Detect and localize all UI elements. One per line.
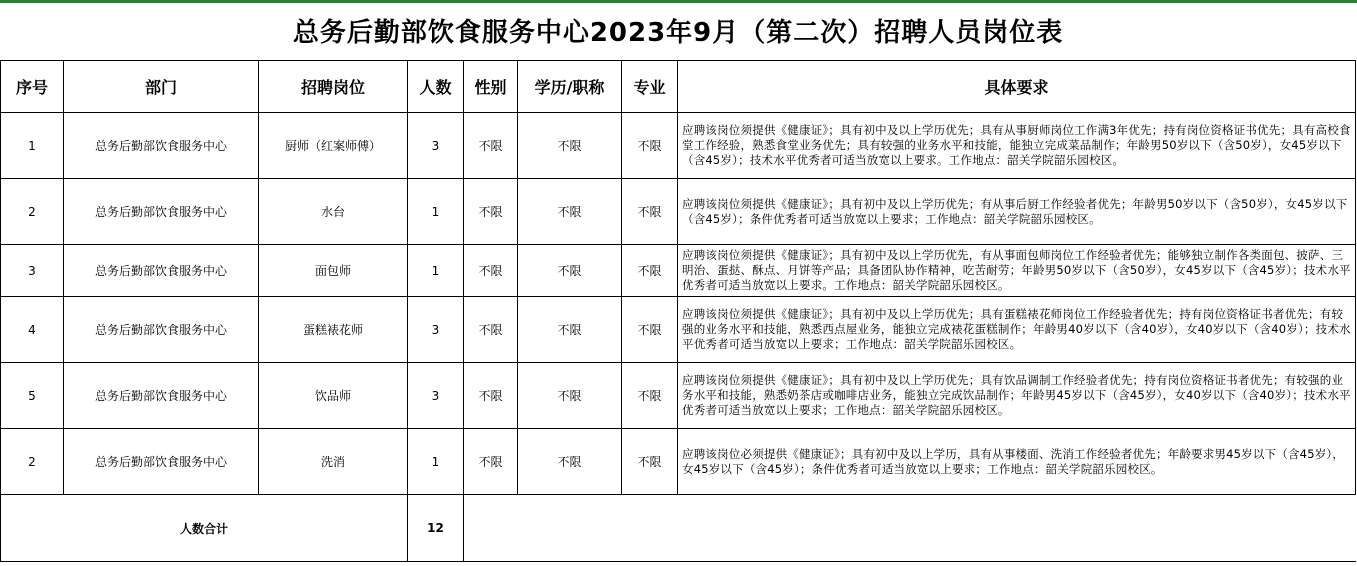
cell-dept: 总务后勤部饮食服务中心 bbox=[64, 429, 259, 495]
cell-seq: 2 bbox=[1, 429, 64, 495]
cell-requirements: 应聘该岗位须提供《健康证》；具有初中及以上学历优先；具有饮品调制工作经验者优先；持有岗位资格证书者优先；有较强的业务水平和技能，熟悉奶茶店或咖啡店业务，能独立完成饮品制作；年龄男45岁以下（含45岁），女40岁以下（含40岁）；技术水平优秀者可适当放宽以上要求；工作地点：韶关学院韶乐园校区。 bbox=[678, 363, 1356, 429]
cell-count: 3 bbox=[408, 113, 464, 179]
cell-major: 不限 bbox=[622, 113, 678, 179]
header-gender: 性别 bbox=[464, 61, 518, 113]
cell-gender: 不限 bbox=[464, 297, 518, 363]
summary-total: 12 bbox=[408, 495, 464, 562]
cell-position: 面包师 bbox=[259, 245, 408, 297]
cell-position: 蛋糕裱花师 bbox=[259, 297, 408, 363]
table-row bbox=[1, 179, 1356, 245]
cell-gender: 不限 bbox=[464, 245, 518, 297]
header-position: 招聘岗位 bbox=[259, 61, 408, 113]
cell-gender: 不限 bbox=[464, 363, 518, 429]
table-row bbox=[1, 363, 1356, 429]
cell-position: 水台 bbox=[259, 179, 408, 245]
table-row bbox=[1, 429, 1356, 495]
cell-seq: 2 bbox=[1, 179, 64, 245]
cell-requirements: 应聘该岗位须提供《健康证》；具有初中及以上学历优先；具有蛋糕裱花师岗位工作经验者优先；持有岗位资格证书者优先；有较强的业务水平和技能，熟悉西点屋业务，能独立完成裱花蛋糕制作；年龄男40岁以下（含40岁），女40岁以下（含40岁）；技术水平优秀者可适当放宽以上要求；工作地点：韶关学院韶乐园校区。 bbox=[678, 297, 1356, 363]
cell-requirements: 应聘该岗位须提供《健康证》；具有初中及以上学历优先；有从事后厨工作经验者优先；年龄男50岁以下（含50岁），女45岁以下（含45岁）；条件优秀者可适当放宽以上要求；工作地点：韶关学院韶乐园校区。 bbox=[678, 179, 1356, 245]
cell-position: 厨师（红案师傅） bbox=[259, 113, 408, 179]
cell-position: 洗消 bbox=[259, 429, 408, 495]
cell-seq: 3 bbox=[1, 245, 64, 297]
cell-education: 不限 bbox=[518, 245, 622, 297]
header-education: 学历/职称 bbox=[518, 61, 622, 113]
header-dept: 部门 bbox=[64, 61, 259, 113]
cell-education: 不限 bbox=[518, 363, 622, 429]
cell-requirements: 应聘该岗位必须提供《健康证》；具有初中及以上学历，具有从事楼面、洗消工作经验者优先；年龄要求男45岁以下（含45岁），女45岁以下（含45岁）；条件优秀者可适当放宽以上要求；工作地点：韶关学院韶乐园校区。 bbox=[678, 429, 1356, 495]
cell-education: 不限 bbox=[518, 113, 622, 179]
summary-label: 人数合计 bbox=[1, 495, 408, 562]
summary-row bbox=[1, 495, 1356, 562]
cell-gender: 不限 bbox=[464, 429, 518, 495]
cell-gender: 不限 bbox=[464, 113, 518, 179]
cell-dept: 总务后勤部饮食服务中心 bbox=[64, 245, 259, 297]
cell-requirements: 应聘该岗位须提供《健康证》；具有初中及以上学历优先；具有从事厨师岗位工作满3年优先；持有岗位资格证书优先；具有高校食堂工作经验，熟悉食堂业务优先；具有较强的业务水平和技能，能独立完成菜品制作；年龄男50岁以下（含50岁），女45岁以下（含45岁）；技术水平优秀者可适当放宽以上要求。工作地点：韶关学院韶乐园校区。 bbox=[678, 113, 1356, 179]
cell-major: 不限 bbox=[622, 429, 678, 495]
cell-major: 不限 bbox=[622, 179, 678, 245]
page-title: 总务后勤部饮食服务中心2023年9月（第二次）招聘人员岗位表 bbox=[1, 0, 1356, 61]
header-major: 专业 bbox=[622, 61, 678, 113]
cell-requirements: 应聘该岗位须提供《健康证》；具有初中及以上学历优先，有从事面包师岗位工作经验者优先；能够独立制作各类面包、披萨、三明治、蛋挞、酥点、月饼等产品；具备团队协作精神，吃苦耐劳；年龄男50岁以下（含50岁），女45岁以下（含45岁）；技术水平优秀者可适当放宽以上要求。工作地点：韶关学院韶乐园校区。 bbox=[678, 245, 1356, 297]
header-count: 人数 bbox=[408, 61, 464, 113]
cell-dept: 总务后勤部饮食服务中心 bbox=[64, 179, 259, 245]
cell-seq: 4 bbox=[1, 297, 64, 363]
cell-count: 3 bbox=[408, 297, 464, 363]
table-row bbox=[1, 113, 1356, 179]
cell-seq: 5 bbox=[1, 363, 64, 429]
summary-blank bbox=[464, 495, 1356, 562]
header-requirements: 具体要求 bbox=[678, 61, 1356, 113]
table-row bbox=[1, 245, 1356, 297]
cell-dept: 总务后勤部饮食服务中心 bbox=[64, 297, 259, 363]
cell-seq: 1 bbox=[1, 113, 64, 179]
header-seq: 序号 bbox=[1, 61, 64, 113]
cell-dept: 总务后勤部饮食服务中心 bbox=[64, 363, 259, 429]
cell-gender: 不限 bbox=[464, 179, 518, 245]
table-row bbox=[1, 297, 1356, 363]
cell-count: 1 bbox=[408, 179, 464, 245]
cell-position: 饮品师 bbox=[259, 363, 408, 429]
cell-count: 1 bbox=[408, 429, 464, 495]
cell-count: 3 bbox=[408, 363, 464, 429]
cell-education: 不限 bbox=[518, 297, 622, 363]
cell-count: 1 bbox=[408, 245, 464, 297]
header-row bbox=[1, 61, 1356, 113]
cell-education: 不限 bbox=[518, 179, 622, 245]
cell-education: 不限 bbox=[518, 429, 622, 495]
cell-major: 不限 bbox=[622, 363, 678, 429]
cell-major: 不限 bbox=[622, 245, 678, 297]
cell-dept: 总务后勤部饮食服务中心 bbox=[64, 113, 259, 179]
cell-major: 不限 bbox=[622, 297, 678, 363]
